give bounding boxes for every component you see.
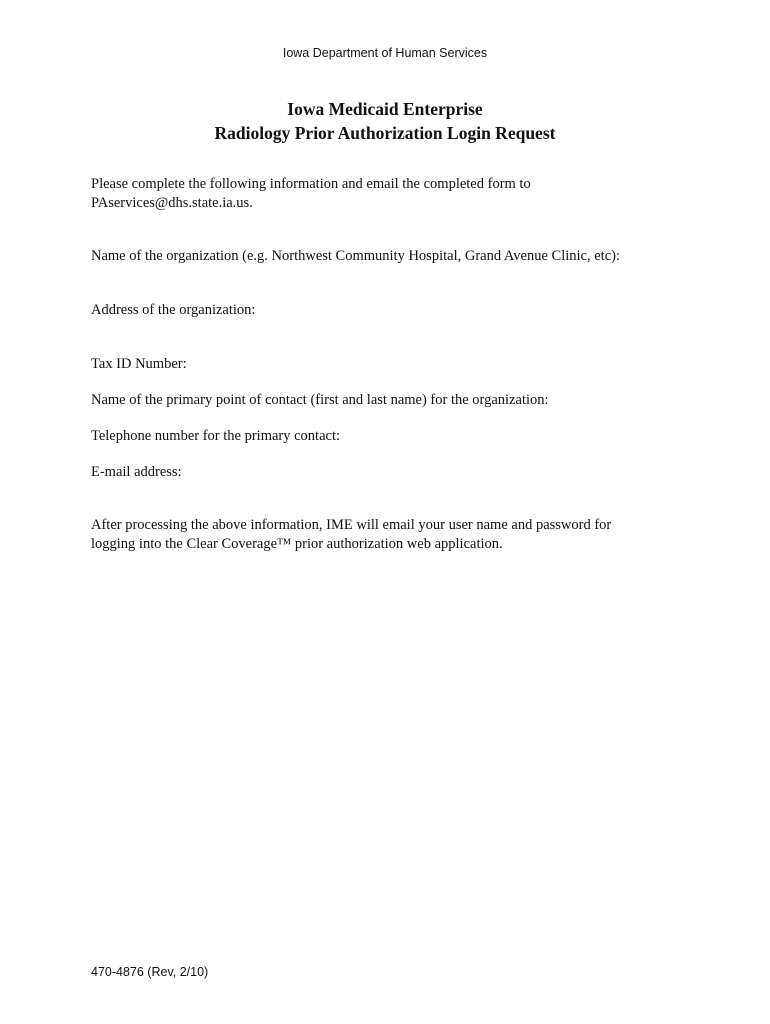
closing-line-2: logging into the Clear Coverage™ prior authorization web application. xyxy=(91,535,503,552)
org-address-label: Address of the organization: xyxy=(91,302,256,318)
email-label: E-mail address: xyxy=(91,464,182,480)
tax-id-label: Tax ID Number: xyxy=(91,356,187,372)
document-title xyxy=(0,97,770,145)
form-number: 470-4876 (Rev, 2/10) xyxy=(91,965,209,979)
intro-paragraph xyxy=(91,175,691,212)
contact-name-label: Name of the primary point of contact (first and last name) for the organization: xyxy=(91,392,549,408)
title-line-2: Radiology Prior Authorization Login Request xyxy=(214,123,556,143)
org-name-label: Name of the organization (e.g. Northwest Community Hospital, Grand Avenue Clinic, etc): xyxy=(91,248,620,264)
closing-paragraph xyxy=(91,516,691,553)
intro-email-address: PAservices@dhs.state.ia.us. xyxy=(91,194,253,211)
intro-line-1: Please complete the following information and email the completed form to xyxy=(91,176,531,192)
contact-phone-label: Telephone number for the primary contact: xyxy=(91,428,341,444)
closing-line-1: After processing the above information, IME will email your user name and password for xyxy=(91,517,612,533)
title-line-1: Iowa Medicaid Enterprise xyxy=(287,99,483,119)
agency-header: Iowa Department of Human Services xyxy=(282,46,488,60)
